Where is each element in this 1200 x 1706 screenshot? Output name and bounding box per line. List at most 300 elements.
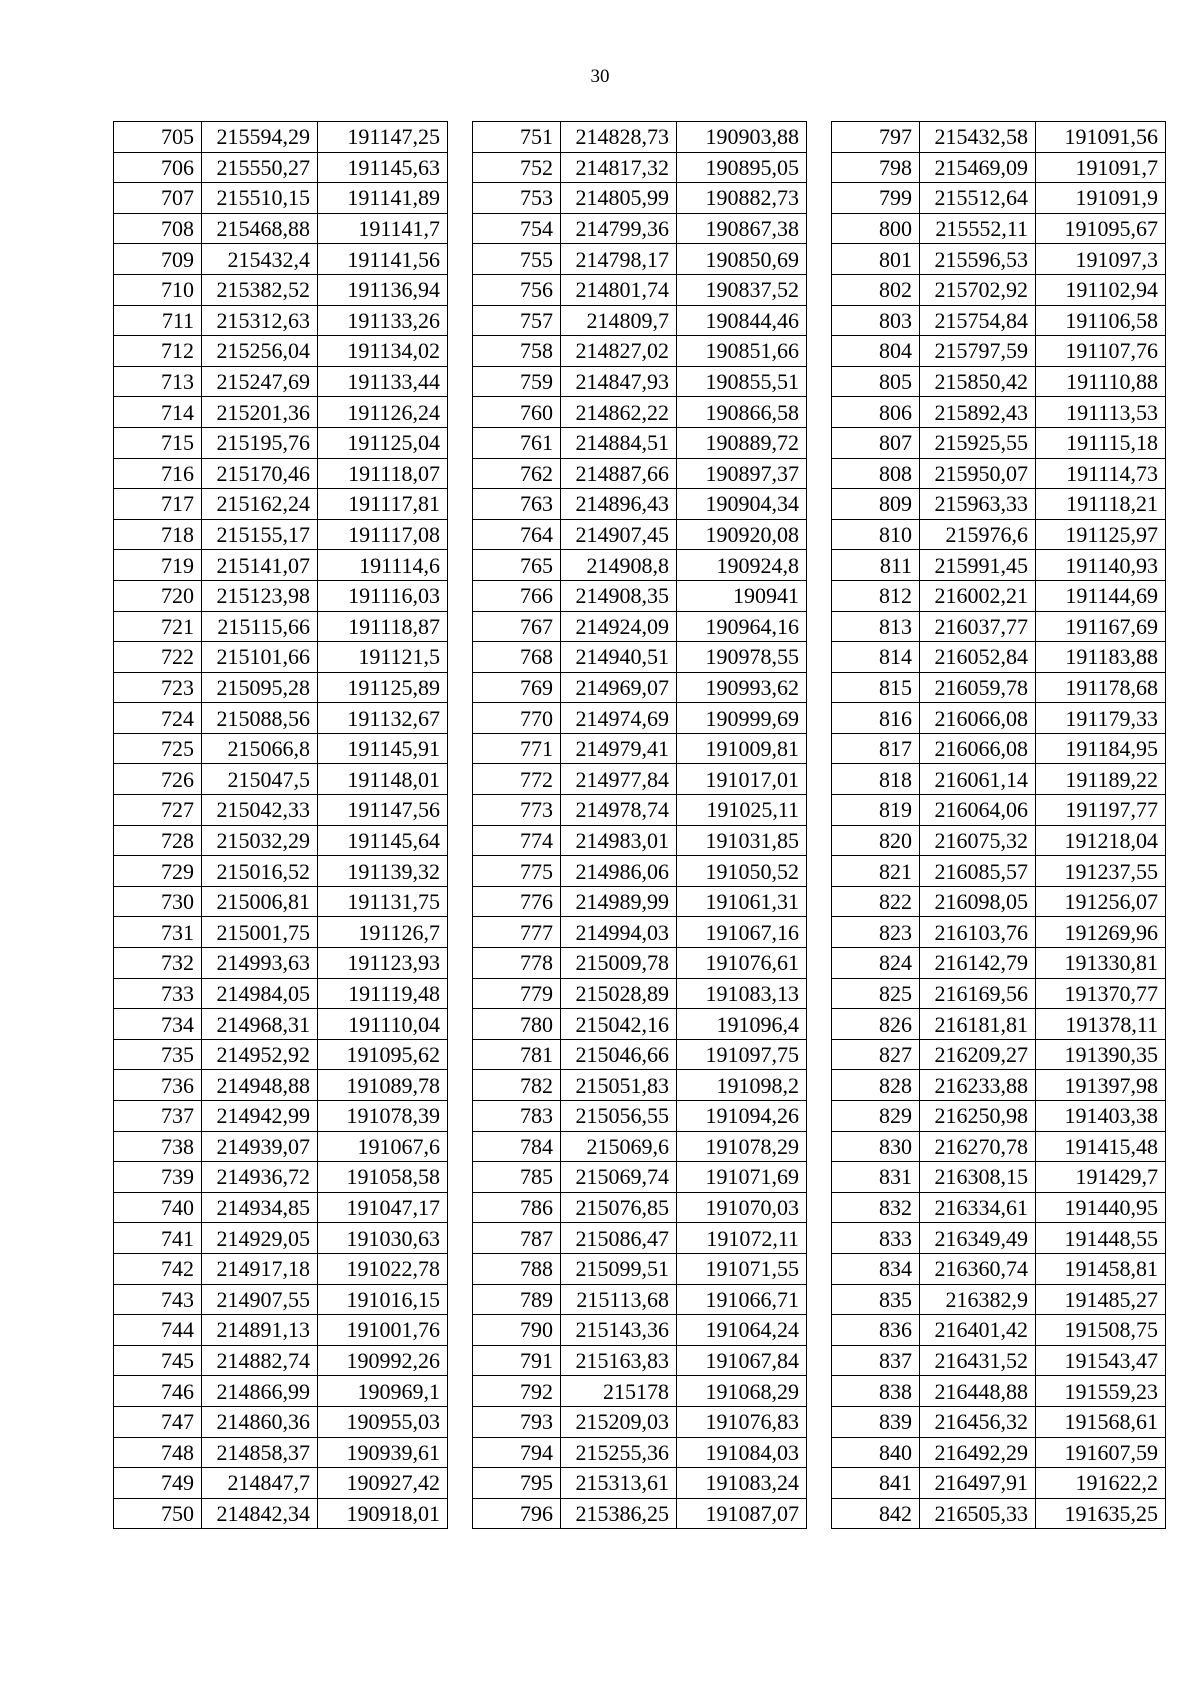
table-row: [473, 1101, 807, 1132]
y-coordinate-cell: 190844,46: [677, 305, 807, 336]
table-row: [473, 305, 807, 336]
x-coordinate-cell: 215051,83: [561, 1070, 677, 1101]
point-number-cell: 756: [473, 274, 561, 305]
point-number-cell: 744: [114, 1315, 202, 1346]
table-row: [832, 1345, 1166, 1376]
x-coordinate-cell: 214827,02: [561, 336, 677, 367]
point-number-cell: 751: [473, 122, 561, 153]
x-coordinate-cell: 215155,17: [202, 519, 318, 550]
y-coordinate-cell: 190855,51: [677, 366, 807, 397]
point-number-cell: 762: [473, 458, 561, 489]
table-row: [832, 611, 1166, 642]
table-row: [832, 1009, 1166, 1040]
y-coordinate-cell: 191508,75: [1036, 1315, 1166, 1346]
point-number-cell: 727: [114, 795, 202, 826]
point-number-cell: 829: [832, 1101, 920, 1132]
y-coordinate-cell: 191107,76: [1036, 336, 1166, 367]
table-row: [832, 948, 1166, 979]
table-row: [114, 1101, 448, 1132]
y-coordinate-cell: 191167,69: [1036, 611, 1166, 642]
y-coordinate-cell: 191017,01: [677, 764, 807, 795]
y-coordinate-cell: 191144,69: [1036, 580, 1166, 611]
x-coordinate-cell: 215123,98: [202, 580, 318, 611]
table-row: [114, 213, 448, 244]
point-number-cell: 781: [473, 1039, 561, 1070]
x-coordinate-cell: 215032,29: [202, 825, 318, 856]
y-coordinate-cell: 191136,94: [318, 274, 448, 305]
point-number-cell: 813: [832, 611, 920, 642]
y-coordinate-cell: 191218,04: [1036, 825, 1166, 856]
point-number-cell: 824: [832, 948, 920, 979]
point-number-cell: 730: [114, 886, 202, 917]
table-row: [832, 856, 1166, 887]
table-row: [473, 489, 807, 520]
x-coordinate-cell: 216456,32: [920, 1406, 1036, 1437]
x-coordinate-cell: 215028,89: [561, 978, 677, 1009]
y-coordinate-cell: 191070,03: [677, 1192, 807, 1223]
point-number-cell: 755: [473, 244, 561, 275]
coordinates-table-3: [831, 121, 1166, 1529]
table-row: [832, 1315, 1166, 1346]
point-number-cell: 770: [473, 703, 561, 734]
x-coordinate-cell: 216334,61: [920, 1192, 1036, 1223]
point-number-cell: 731: [114, 917, 202, 948]
table-row: [473, 244, 807, 275]
x-coordinate-cell: 215950,07: [920, 458, 1036, 489]
table-row: [832, 825, 1166, 856]
y-coordinate-cell: 191568,61: [1036, 1406, 1166, 1437]
x-coordinate-cell: 214978,74: [561, 795, 677, 826]
table-row: [832, 1131, 1166, 1162]
point-number-cell: 721: [114, 611, 202, 642]
point-number-cell: 825: [832, 978, 920, 1009]
point-number-cell: 795: [473, 1468, 561, 1499]
x-coordinate-cell: 215001,75: [202, 917, 318, 948]
point-number-cell: 826: [832, 1009, 920, 1040]
table-row: [114, 795, 448, 826]
y-coordinate-cell: 191068,29: [677, 1376, 807, 1407]
point-number-cell: 706: [114, 152, 202, 183]
point-number-cell: 749: [114, 1468, 202, 1499]
point-number-cell: 790: [473, 1315, 561, 1346]
point-number-cell: 759: [473, 366, 561, 397]
table-row: [832, 1070, 1166, 1101]
point-number-cell: 820: [832, 825, 920, 856]
x-coordinate-cell: 214994,03: [561, 917, 677, 948]
point-number-cell: 732: [114, 948, 202, 979]
x-coordinate-cell: 215432,4: [202, 244, 318, 275]
point-number-cell: 816: [832, 703, 920, 734]
point-number-cell: 754: [473, 213, 561, 244]
y-coordinate-cell: 191091,9: [1036, 183, 1166, 214]
x-coordinate-cell: 216059,78: [920, 672, 1036, 703]
y-coordinate-cell: 190882,73: [677, 183, 807, 214]
point-number-cell: 767: [473, 611, 561, 642]
y-coordinate-cell: 191131,75: [318, 886, 448, 917]
y-coordinate-cell: 191403,38: [1036, 1101, 1166, 1132]
x-coordinate-cell: 215042,33: [202, 795, 318, 826]
y-coordinate-cell: 191025,11: [677, 795, 807, 826]
y-coordinate-cell: 191047,17: [318, 1192, 448, 1223]
y-coordinate-cell: 190889,72: [677, 427, 807, 458]
point-number-cell: 766: [473, 580, 561, 611]
y-coordinate-cell: 191543,47: [1036, 1345, 1166, 1376]
y-coordinate-cell: 191117,81: [318, 489, 448, 520]
x-coordinate-cell: 215850,42: [920, 366, 1036, 397]
x-coordinate-cell: 214940,51: [561, 642, 677, 673]
page-number: 30: [590, 66, 610, 87]
x-coordinate-cell: 215925,55: [920, 427, 1036, 458]
table-row: [832, 886, 1166, 917]
x-coordinate-cell: 216497,91: [920, 1468, 1036, 1499]
x-coordinate-cell: 214917,18: [202, 1253, 318, 1284]
y-coordinate-cell: 190927,42: [318, 1468, 448, 1499]
point-number-cell: 809: [832, 489, 920, 520]
y-coordinate-cell: 191179,33: [1036, 703, 1166, 734]
point-number-cell: 801: [832, 244, 920, 275]
table-row: [114, 1376, 448, 1407]
table-row: [832, 795, 1166, 826]
table-row: [114, 1406, 448, 1437]
point-number-cell: 709: [114, 244, 202, 275]
point-number-cell: 799: [832, 183, 920, 214]
x-coordinate-cell: 215255,36: [561, 1437, 677, 1468]
table-row: [473, 1315, 807, 1346]
x-coordinate-cell: 214896,43: [561, 489, 677, 520]
point-number-cell: 830: [832, 1131, 920, 1162]
x-coordinate-cell: 215552,11: [920, 213, 1036, 244]
y-coordinate-cell: 191098,2: [677, 1070, 807, 1101]
x-coordinate-cell: 216085,57: [920, 856, 1036, 887]
table-row: [832, 917, 1166, 948]
table-row: [473, 1284, 807, 1315]
point-number-cell: 734: [114, 1009, 202, 1040]
y-coordinate-cell: 191078,29: [677, 1131, 807, 1162]
table-row: [114, 1345, 448, 1376]
x-coordinate-cell: 215976,6: [920, 519, 1036, 550]
x-coordinate-cell: 214939,07: [202, 1131, 318, 1162]
y-coordinate-cell: 191096,4: [677, 1009, 807, 1040]
point-number-cell: 761: [473, 427, 561, 458]
point-number-cell: 745: [114, 1345, 202, 1376]
point-number-cell: 738: [114, 1131, 202, 1162]
y-coordinate-cell: 191089,78: [318, 1070, 448, 1101]
x-coordinate-cell: 214799,36: [561, 213, 677, 244]
point-number-cell: 821: [832, 856, 920, 887]
point-number-cell: 794: [473, 1437, 561, 1468]
y-coordinate-cell: 191087,07: [677, 1498, 807, 1529]
y-coordinate-cell: 191118,21: [1036, 489, 1166, 520]
point-number-cell: 768: [473, 642, 561, 673]
x-coordinate-cell: 216064,06: [920, 795, 1036, 826]
table-row: [114, 825, 448, 856]
table-row: [473, 183, 807, 214]
y-coordinate-cell: 191110,04: [318, 1009, 448, 1040]
table-row: [473, 397, 807, 428]
table-row: [114, 764, 448, 795]
point-number-cell: 765: [473, 550, 561, 581]
table-row: [832, 733, 1166, 764]
x-coordinate-cell: 216233,88: [920, 1070, 1036, 1101]
x-coordinate-cell: 215178: [561, 1376, 677, 1407]
point-number-cell: 811: [832, 550, 920, 581]
y-coordinate-cell: 191429,7: [1036, 1162, 1166, 1193]
point-number-cell: 805: [832, 366, 920, 397]
x-coordinate-cell: 215382,52: [202, 274, 318, 305]
coordinates-table-2: [472, 121, 807, 1529]
table-row: [473, 366, 807, 397]
table-row: [832, 397, 1166, 428]
y-coordinate-cell: 191390,35: [1036, 1039, 1166, 1070]
point-number-cell: 789: [473, 1284, 561, 1315]
point-number-cell: 760: [473, 397, 561, 428]
point-number-cell: 819: [832, 795, 920, 826]
x-coordinate-cell: 216250,98: [920, 1101, 1036, 1132]
x-coordinate-cell: 216349,49: [920, 1223, 1036, 1254]
x-coordinate-cell: 214952,92: [202, 1039, 318, 1070]
point-number-cell: 750: [114, 1498, 202, 1529]
x-coordinate-cell: 215550,27: [202, 152, 318, 183]
y-coordinate-cell: 191097,3: [1036, 244, 1166, 275]
y-coordinate-cell: 191113,53: [1036, 397, 1166, 428]
table-row: [114, 152, 448, 183]
x-coordinate-cell: 215069,6: [561, 1131, 677, 1162]
x-coordinate-cell: 216066,08: [920, 703, 1036, 734]
point-number-cell: 737: [114, 1101, 202, 1132]
point-number-cell: 769: [473, 672, 561, 703]
table-row: [114, 1498, 448, 1529]
table-row: [832, 366, 1166, 397]
table-row: [832, 580, 1166, 611]
table-row: [114, 1437, 448, 1468]
table-row: [473, 1468, 807, 1499]
y-coordinate-cell: 190964,16: [677, 611, 807, 642]
table-row: [473, 795, 807, 826]
point-number-cell: 803: [832, 305, 920, 336]
table-row: [832, 1039, 1166, 1070]
table-row: [114, 1162, 448, 1193]
table-row: [114, 948, 448, 979]
point-number-cell: 841: [832, 1468, 920, 1499]
x-coordinate-cell: 214908,35: [561, 580, 677, 611]
y-coordinate-cell: 191370,77: [1036, 978, 1166, 1009]
y-coordinate-cell: 191125,04: [318, 427, 448, 458]
y-coordinate-cell: 190939,61: [318, 1437, 448, 1468]
y-coordinate-cell: 191071,69: [677, 1162, 807, 1193]
table-row: [473, 1406, 807, 1437]
table-row: [832, 152, 1166, 183]
y-coordinate-cell: 191121,5: [318, 642, 448, 673]
table-row: [473, 1376, 807, 1407]
table-row: [114, 642, 448, 673]
point-number-cell: 720: [114, 580, 202, 611]
point-number-cell: 839: [832, 1406, 920, 1437]
point-number-cell: 823: [832, 917, 920, 948]
table-row: [473, 1070, 807, 1101]
y-coordinate-cell: 191607,59: [1036, 1437, 1166, 1468]
y-coordinate-cell: 191095,67: [1036, 213, 1166, 244]
point-number-cell: 796: [473, 1498, 561, 1529]
x-coordinate-cell: 215042,16: [561, 1009, 677, 1040]
table-row: [114, 336, 448, 367]
point-number-cell: 814: [832, 642, 920, 673]
table-row: [473, 825, 807, 856]
x-coordinate-cell: 215201,36: [202, 397, 318, 428]
x-coordinate-cell: 215512,64: [920, 183, 1036, 214]
point-number-cell: 708: [114, 213, 202, 244]
table-row: [114, 305, 448, 336]
y-coordinate-cell: 190850,69: [677, 244, 807, 275]
y-coordinate-cell: 191126,24: [318, 397, 448, 428]
x-coordinate-cell: 214828,73: [561, 122, 677, 153]
point-number-cell: 714: [114, 397, 202, 428]
x-coordinate-cell: 215313,61: [561, 1468, 677, 1499]
y-coordinate-cell: 191066,71: [677, 1284, 807, 1315]
table-row: [832, 978, 1166, 1009]
x-coordinate-cell: 215163,83: [561, 1345, 677, 1376]
point-number-cell: 776: [473, 886, 561, 917]
x-coordinate-cell: 215702,92: [920, 274, 1036, 305]
x-coordinate-cell: 215432,58: [920, 122, 1036, 153]
x-coordinate-cell: 215797,59: [920, 336, 1036, 367]
table-row: [473, 1498, 807, 1529]
point-number-cell: 712: [114, 336, 202, 367]
x-coordinate-cell: 215991,45: [920, 550, 1036, 581]
point-number-cell: 764: [473, 519, 561, 550]
x-coordinate-cell: 215892,43: [920, 397, 1036, 428]
y-coordinate-cell: 191091,56: [1036, 122, 1166, 153]
point-number-cell: 739: [114, 1162, 202, 1193]
x-coordinate-cell: 215141,07: [202, 550, 318, 581]
y-coordinate-cell: 191559,23: [1036, 1376, 1166, 1407]
point-number-cell: 719: [114, 550, 202, 581]
table-row: [473, 886, 807, 917]
x-coordinate-cell: 216061,14: [920, 764, 1036, 795]
table-row: [832, 1284, 1166, 1315]
table-row: [114, 1131, 448, 1162]
x-coordinate-cell: 214858,37: [202, 1437, 318, 1468]
table-row: [114, 397, 448, 428]
table-row: [114, 886, 448, 917]
y-coordinate-cell: 191110,88: [1036, 366, 1166, 397]
table-row: [832, 672, 1166, 703]
x-coordinate-cell: 215468,88: [202, 213, 318, 244]
point-number-cell: 752: [473, 152, 561, 183]
x-coordinate-cell: 214974,69: [561, 703, 677, 734]
table-row: [832, 305, 1166, 336]
point-number-cell: 828: [832, 1070, 920, 1101]
y-coordinate-cell: 191116,03: [318, 580, 448, 611]
point-number-cell: 822: [832, 886, 920, 917]
y-coordinate-cell: 191458,81: [1036, 1253, 1166, 1284]
y-coordinate-cell: 191145,91: [318, 733, 448, 764]
x-coordinate-cell: 214979,41: [561, 733, 677, 764]
y-coordinate-cell: 191094,26: [677, 1101, 807, 1132]
table-row: [114, 274, 448, 305]
table-row: [114, 1223, 448, 1254]
point-number-cell: 842: [832, 1498, 920, 1529]
x-coordinate-cell: 216505,33: [920, 1498, 1036, 1529]
point-number-cell: 733: [114, 978, 202, 1009]
point-number-cell: 797: [832, 122, 920, 153]
x-coordinate-cell: 214907,45: [561, 519, 677, 550]
table-row: [473, 1162, 807, 1193]
y-coordinate-cell: 191067,16: [677, 917, 807, 948]
point-number-cell: 837: [832, 1345, 920, 1376]
point-number-cell: 758: [473, 336, 561, 367]
x-coordinate-cell: 215209,03: [561, 1406, 677, 1437]
y-coordinate-cell: 190903,88: [677, 122, 807, 153]
y-coordinate-cell: 191071,55: [677, 1253, 807, 1284]
table-row: [832, 1223, 1166, 1254]
table-row: [114, 1284, 448, 1315]
table-row: [114, 856, 448, 887]
table-row: [114, 672, 448, 703]
x-coordinate-cell: 214817,32: [561, 152, 677, 183]
y-coordinate-cell: 191106,58: [1036, 305, 1166, 336]
point-number-cell: 724: [114, 703, 202, 734]
table-row: [832, 1162, 1166, 1193]
table-row: [473, 703, 807, 734]
point-number-cell: 786: [473, 1192, 561, 1223]
point-number-cell: 722: [114, 642, 202, 673]
y-coordinate-cell: 191058,58: [318, 1162, 448, 1193]
point-number-cell: 778: [473, 948, 561, 979]
x-coordinate-cell: 215256,04: [202, 336, 318, 367]
y-coordinate-cell: 191118,87: [318, 611, 448, 642]
y-coordinate-cell: 191237,55: [1036, 856, 1166, 887]
x-coordinate-cell: 216103,76: [920, 917, 1036, 948]
table-row: [473, 1437, 807, 1468]
x-coordinate-cell: 216308,15: [920, 1162, 1036, 1193]
y-coordinate-cell: 191141,56: [318, 244, 448, 275]
table-row: [114, 366, 448, 397]
x-coordinate-cell: 216052,84: [920, 642, 1036, 673]
table-row: [473, 152, 807, 183]
table-row: [114, 489, 448, 520]
table-row: [473, 611, 807, 642]
table-row: [114, 1192, 448, 1223]
y-coordinate-cell: 191189,22: [1036, 764, 1166, 795]
y-coordinate-cell: 190837,52: [677, 274, 807, 305]
x-coordinate-cell: 216037,77: [920, 611, 1036, 642]
table-row: [473, 733, 807, 764]
y-coordinate-cell: 191083,13: [677, 978, 807, 1009]
y-coordinate-cell: 191076,61: [677, 948, 807, 979]
table-row: [473, 672, 807, 703]
x-coordinate-cell: 215099,51: [561, 1253, 677, 1284]
x-coordinate-cell: 215247,69: [202, 366, 318, 397]
table-row: [473, 856, 807, 887]
y-coordinate-cell: 191133,44: [318, 366, 448, 397]
x-coordinate-cell: 214929,05: [202, 1223, 318, 1254]
y-coordinate-cell: 191178,68: [1036, 672, 1166, 703]
y-coordinate-cell: 190992,26: [318, 1345, 448, 1376]
x-coordinate-cell: 216360,74: [920, 1253, 1036, 1284]
point-number-cell: 747: [114, 1406, 202, 1437]
point-number-cell: 780: [473, 1009, 561, 1040]
point-number-cell: 788: [473, 1253, 561, 1284]
table-row: [473, 1253, 807, 1284]
point-number-cell: 718: [114, 519, 202, 550]
table-row: [114, 580, 448, 611]
table-row: [473, 642, 807, 673]
y-coordinate-cell: 191001,76: [318, 1315, 448, 1346]
x-coordinate-cell: 214993,63: [202, 948, 318, 979]
table-row: [832, 183, 1166, 214]
point-number-cell: 831: [832, 1162, 920, 1193]
y-coordinate-cell: 191072,11: [677, 1223, 807, 1254]
